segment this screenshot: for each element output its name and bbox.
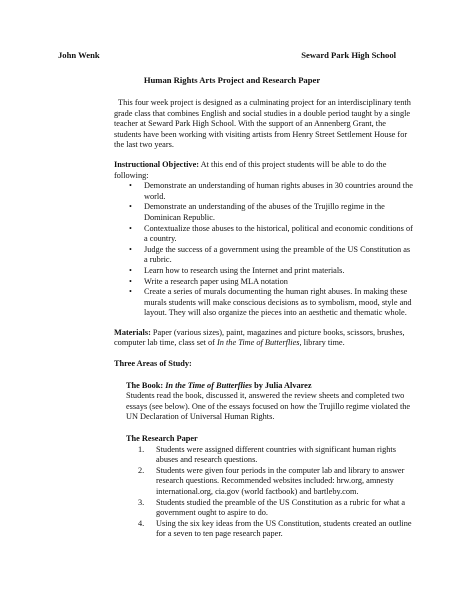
materials-text-end: , library time. [299, 338, 345, 348]
item-number: 4. [138, 518, 145, 528]
list-item [138, 518, 414, 540]
objective-list [114, 181, 414, 319]
research-list [126, 445, 414, 540]
list-item: • Contextualize those abuses to the historical, political and economic conditions of a country. [144, 224, 414, 245]
materials-paragraph [114, 328, 414, 349]
author-name: John Wenk [58, 50, 100, 60]
document-header [58, 50, 406, 62]
materials-book-title: In the Time of Butterflies [217, 338, 300, 348]
objective-label: Instructional Objective: [114, 159, 200, 169]
list-item: • Write a research paper using MLA notation [144, 277, 414, 288]
list-item: • Create a series of murals documenting the human right abuses. In making these murals students will make conscious decisions as to symbolism, mood, style and layout. They will also organize the pieces into an aesthetic and thematic whole. [144, 287, 414, 319]
list-item [138, 497, 414, 519]
item-number: 1. [138, 444, 145, 454]
book-section [114, 381, 414, 540]
areas-heading: Three Areas of Study: [114, 359, 192, 369]
list-item: • Demonstrate an understanding of human rights abuses in 30 countries around the world. [144, 181, 414, 202]
item-number: 3. [138, 497, 145, 507]
item-number: 2. [138, 465, 145, 475]
item-text: Students were assigned different countries with significant human rights abuses and research questions. [156, 444, 396, 465]
book-label: The Book: [126, 380, 166, 390]
document-body [114, 98, 414, 540]
list-item: • Demonstrate an understanding of the abuses of the Trujillo regime in the Dominican Republic. [144, 202, 414, 223]
book-text: Students read the book, discussed it, answered the review sheets and completed two essays (see below). One of the essays focused on how the Trujillo regime violated the UN Declaration of Universal Human Rights. [126, 391, 411, 422]
item-text: Students studied the preamble of the US Constitution as a rubric for what a government ought to aspire to do. [156, 497, 406, 518]
item-text: Students were given four periods in the computer lab and library to answer research questions. Recommended websites included: hrw.org, amnesty international.org, cia.gov (world factbook) and bartleby.com. [156, 465, 405, 496]
item-text: Using the six key ideas from the US Constitution, students created an outline for a seven to ten page research paper. [156, 518, 412, 539]
materials-label: Materials: [114, 327, 151, 337]
research-heading: The Research Paper [126, 434, 198, 444]
objective-text: At this end of this project students will be able to do the following: [114, 159, 387, 180]
objective-paragraph [114, 160, 414, 181]
list-item: • Learn how to research using the Internet and print materials. [144, 266, 414, 277]
materials-text: Paper (various sizes), paint, magazines and picture books, scissors, brushes, computer lab time, class set of [114, 327, 405, 348]
school-name: Seward Park High School [301, 50, 396, 60]
list-item: • Judge the success of a government using the preamble of the US Constitution as a rubric. [144, 245, 414, 266]
document-title: Human Rights Arts Project and Research Paper [143, 75, 321, 85]
intro-paragraph: This four week project is designed as a culminating project for an interdisciplinary tenth grade class that combines English and social studies in a double period taught by a single teacher at Seward Park High School. With the support of an Annenberg Grant, the students have been working with visiting artists from Henry Street Settlement House for the last two years. [114, 98, 411, 150]
book-heading [126, 381, 414, 392]
book-title: In the Time of Butterflies [165, 380, 252, 390]
book-author: by Julia Alvarez [252, 380, 312, 390]
list-item [138, 444, 414, 466]
list-item [138, 465, 414, 498]
